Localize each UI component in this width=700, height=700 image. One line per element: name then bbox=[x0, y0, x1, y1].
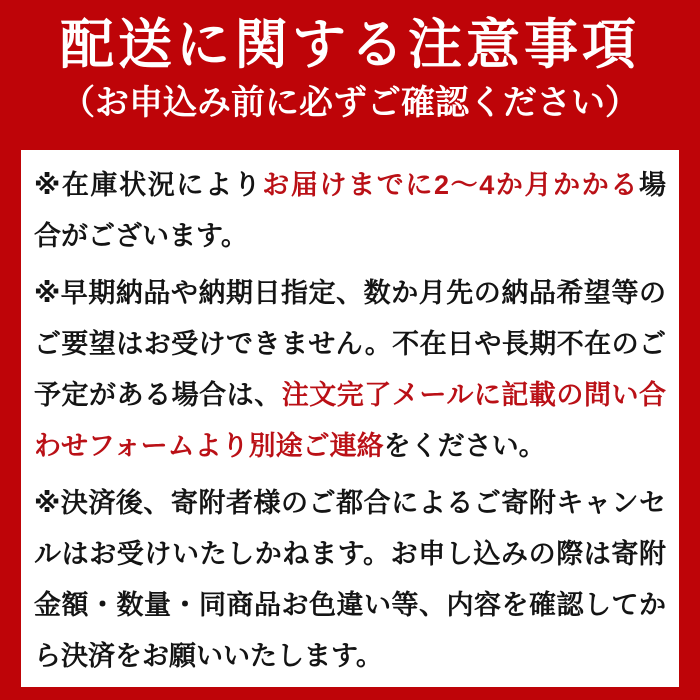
notice-body-text bbox=[34, 160, 666, 682]
notice-body-panel bbox=[21, 150, 679, 687]
notice-line bbox=[34, 529, 666, 580]
text-segment: ご要望はお受けできません。不在日や長期不在のご bbox=[34, 329, 666, 359]
notice-line bbox=[34, 211, 666, 262]
notice-title: 配送に関する注意事項 bbox=[60, 15, 640, 75]
text-segment: ※決済後、寄附者様のご都合によるご寄附キャンセ bbox=[34, 488, 666, 518]
notice-line bbox=[34, 268, 666, 319]
text-segment: 場 bbox=[639, 170, 666, 200]
notice-line bbox=[34, 319, 666, 370]
notice-line bbox=[34, 580, 666, 631]
text-segment: ※早期納品や納期日指定、数か月先の納品希望等の bbox=[34, 278, 666, 308]
notice-line bbox=[34, 370, 666, 421]
notice-line bbox=[34, 478, 666, 529]
highlighted-text-segment: 注文完了メールに記載の問い合 bbox=[281, 380, 666, 410]
text-segment: ら決済をお願いいたします。 bbox=[34, 641, 383, 671]
text-segment: 金額・数量・同商品お色違い等、内容を確認してか bbox=[34, 590, 666, 620]
text-segment: ※在庫状況により bbox=[34, 170, 263, 200]
notice-line bbox=[34, 421, 666, 472]
notice-line bbox=[34, 631, 666, 682]
notice-subtitle: （お申込み前に必ずご確認ください） bbox=[61, 84, 639, 122]
highlighted-text-segment: お届けまでに2～4か月かかる bbox=[262, 170, 639, 200]
text-segment: をください。 bbox=[383, 431, 546, 461]
notice-line bbox=[34, 160, 666, 211]
text-segment: ルはお受けいたしかねます。お申し込みの際は寄附 bbox=[34, 539, 666, 569]
text-segment: 合がございます。 bbox=[34, 221, 248, 251]
highlighted-text-segment: わせフォームより別途ご連絡 bbox=[34, 431, 384, 461]
notice-header bbox=[0, 0, 700, 150]
text-segment: 予定がある場合は、 bbox=[34, 380, 282, 410]
